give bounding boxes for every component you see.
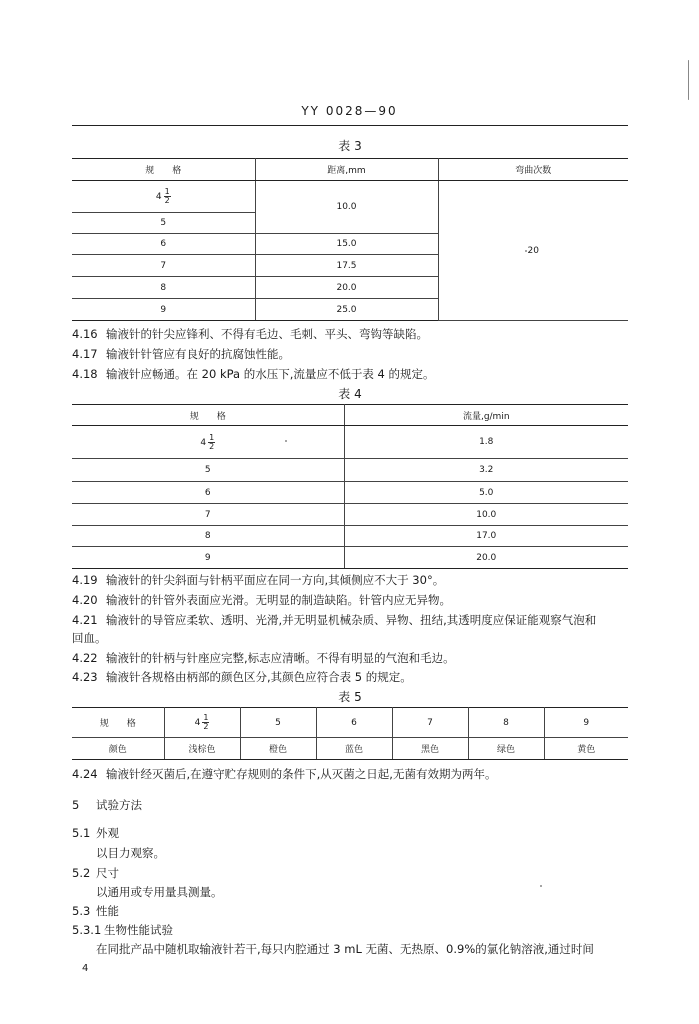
table4-cell-flow: 10.0 xyxy=(344,504,628,526)
table5-color-cell: 绿色 xyxy=(468,738,544,760)
table5-color-cell: 浅棕色 xyxy=(164,738,240,760)
table3-cell-spec: 4 $\frac{1}{2}$ xyxy=(72,181,255,213)
table4-cell-spec: 4 $\frac{1}{2}$ xyxy=(72,426,344,459)
table4-cell-spec: 9 xyxy=(72,547,344,569)
table4-cell-flow: 1.8 xyxy=(344,426,628,459)
clause-4-24: 4.24 输液针经灭菌后,在遵守贮存规则的条件下,从灭菌之日起,无菌有效期为两年。 xyxy=(72,767,497,781)
table5-label-color: 颜色 xyxy=(72,738,164,760)
table5-spec-cell: 7 xyxy=(392,708,468,738)
scan-edge-mark xyxy=(688,60,689,100)
table4-cell-spec: 8 xyxy=(72,526,344,547)
table3 xyxy=(72,158,628,321)
standard-code-header: YY 0028—90 xyxy=(301,104,398,118)
table5-spec-cell: 8 xyxy=(468,708,544,738)
table5 xyxy=(72,707,628,760)
clause-4-18: 4.18 输液针应畅通。在 20 kPa 的水压下,流量应不低于表 4 的规定。 xyxy=(72,367,435,381)
scan-speck xyxy=(540,885,542,887)
table4-cell-spec: 5 xyxy=(72,459,344,482)
table4-cell-flow: 3.2 xyxy=(344,459,628,482)
table3-cell-distance-merged: 10.0 xyxy=(255,181,438,234)
section-5-3-heading: 5.3 性能 xyxy=(72,904,119,918)
table3-cell-spec: 5 xyxy=(72,213,255,234)
table4-cell-spec: 6 xyxy=(72,482,344,504)
table3-caption: 表 3 xyxy=(338,139,362,153)
scan-speck xyxy=(285,440,287,442)
table4-header-spec: 规 格 xyxy=(72,405,344,426)
clause-4-21-continuation: 回血。 xyxy=(72,631,107,645)
table3-cell-distance: 20.0 xyxy=(255,277,438,299)
table4-cell-spec: 7 xyxy=(72,504,344,526)
table3-cell-distance: 15.0 xyxy=(255,234,438,255)
table5-label-spec: 规 格 xyxy=(72,708,164,738)
section-5-1-heading: 5.1 外观 xyxy=(72,826,119,840)
clause-4-22: 4.22 输液针的针柄与针座应完整,标志应清晰。不得有明显的气泡和毛边。 xyxy=(72,651,455,665)
table3-cell-spec: 9 xyxy=(72,299,255,321)
section-5-1-body: 以目力观察。 xyxy=(96,846,165,860)
table3-cell-spec: 7 xyxy=(72,255,255,277)
table4-cell-flow: 20.0 xyxy=(344,547,628,569)
table3-header-distance: 距离,mm xyxy=(255,159,438,181)
table3-header-spec: 规 格 xyxy=(72,159,255,181)
table5-color-cell: 蓝色 xyxy=(316,738,392,760)
section-5-3-1-heading: 5.3.1 生物性能试验 xyxy=(72,923,173,937)
table5-color-cell: 黑色 xyxy=(392,738,468,760)
table4 xyxy=(72,404,628,569)
section-5-3-1-body: 在同批产品中随机取输液针若干,每只内腔通过 3 mL 无菌、无热原、0.9%的氯化钠溶液,通过时间 xyxy=(96,942,594,956)
table5-color-cell: 黄色 xyxy=(544,738,628,760)
table4-header-flow: 流量,g/min xyxy=(344,405,628,426)
page-number: 4 xyxy=(82,963,89,974)
section-5-heading: 5 试验方法 xyxy=(72,798,142,812)
clause-4-21: 4.21 输液针的导管应柔软、透明、光滑,并无明显机械杂质、异物、扭结,其透明度应保证能观察气泡和 xyxy=(72,613,597,627)
scan-speck xyxy=(525,250,527,252)
table3-cell-spec: 8 xyxy=(72,277,255,299)
table3-cell-distance: 17.5 xyxy=(255,255,438,277)
clause-4-16: 4.16 输液针的针尖应锋利、不得有毛边、毛刺、平头、弯钩等缺陷。 xyxy=(72,327,428,341)
header-rule xyxy=(72,125,628,126)
table5-spec-cell: 4 $\frac{1}{2}$ xyxy=(164,708,240,738)
table4-caption: 表 4 xyxy=(338,387,362,401)
clause-4-23: 4.23 输液针各规格由柄部的颜色区分,其颜色应符合表 5 的规定。 xyxy=(72,670,412,684)
clause-4-20: 4.20 输液针的针管外表面应光滑。无明显的制造缺陷。针管内应无异物。 xyxy=(72,593,451,607)
table4-cell-flow: 5.0 xyxy=(344,482,628,504)
table5-color-cell: 橙色 xyxy=(240,738,316,760)
section-5-2-heading: 5.2 尺寸 xyxy=(72,866,119,880)
table5-spec-cell: 9 xyxy=(544,708,628,738)
table3-cell-distance: 25.0 xyxy=(255,299,438,321)
table5-spec-cell: 6 xyxy=(316,708,392,738)
table5-caption: 表 5 xyxy=(338,690,362,704)
clause-4-17: 4.17 输液针针管应有良好的抗腐蚀性能。 xyxy=(72,347,290,361)
table4-cell-flow: 17.0 xyxy=(344,526,628,547)
clause-4-19: 4.19 输液针的针尖斜面与针柄平面应在同一方向,其倾侧应不大于 30°。 xyxy=(72,573,445,587)
table3-header-bend: 弯曲次数 xyxy=(438,159,628,181)
table3-cell-bend-count: 20 xyxy=(438,181,628,321)
section-5-2-body: 以通用或专用量具测量。 xyxy=(96,885,223,899)
table5-spec-cell: 5 xyxy=(240,708,316,738)
table3-cell-spec: 6 xyxy=(72,234,255,255)
